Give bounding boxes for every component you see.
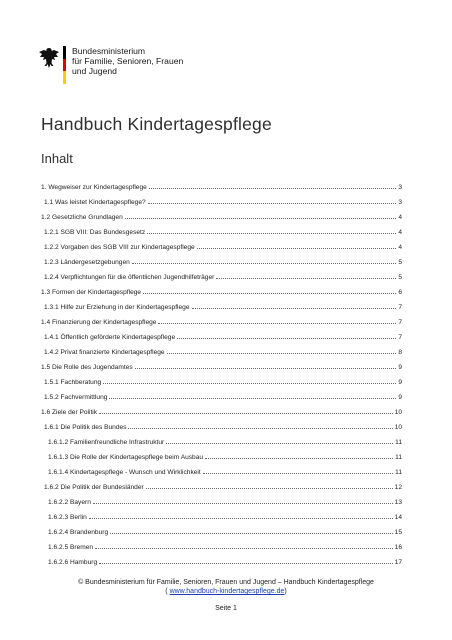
- ministry-line: für Familie, Senioren, Frauen: [72, 56, 184, 66]
- toc-entry-label: 1.6 Ziele der Politik: [41, 409, 98, 416]
- toc-entry-label: 1.2.1 SGB VIII: Das Bundesgesetz: [44, 229, 146, 236]
- toc-entry-page: 11: [395, 439, 402, 446]
- toc-entry-page: 11: [395, 454, 402, 461]
- toc-entry-page: 7: [398, 319, 402, 326]
- toc-dot-leader: [166, 443, 393, 444]
- toc-entry[interactable]: [44, 391, 402, 401]
- toc-entry[interactable]: [41, 406, 402, 416]
- toc-entry[interactable]: [48, 556, 402, 566]
- toc-dot-leader: [158, 323, 396, 324]
- toc-entry[interactable]: [44, 481, 402, 491]
- toc-dot-leader: [197, 248, 397, 249]
- toc-dot-leader: [147, 233, 396, 234]
- toc-entry[interactable]: [41, 361, 402, 371]
- toc-entry-label: 1.4.2 Privat finanzierte Kindertagespflege: [44, 349, 165, 356]
- page-number: Seite 1: [215, 605, 237, 612]
- toc-entry[interactable]: [41, 286, 402, 296]
- toc-entry-label: 1.6.2.2 Bayern: [48, 499, 91, 506]
- toc-entry[interactable]: [41, 181, 402, 191]
- toc-dot-leader: [110, 533, 393, 534]
- toc-dot-leader: [99, 563, 393, 564]
- toc-dot-leader: [95, 548, 393, 549]
- toc-entry-label: 1. Wegweiser zur Kindertagespflege: [41, 184, 147, 191]
- toc-entry-label: 1.2 Gesetzliche Grundlagen: [41, 214, 123, 221]
- toc-entry-page: 4: [398, 214, 402, 221]
- ministry-line: Bundesministerium: [72, 46, 146, 56]
- toc-dot-leader: [203, 473, 393, 474]
- toc-entry-page: 9: [398, 364, 402, 371]
- toc-entry-label: 1.4.1 Öffentlich geförderte Kindertagespflege: [44, 334, 176, 341]
- toc-entry[interactable]: [44, 256, 402, 266]
- toc-entry-page: 9: [398, 394, 402, 401]
- toc-entry-label: 1.2.4 Verpflichtungen für die öffentlichen Jugendhilfeträger: [44, 274, 215, 281]
- toc-entry[interactable]: [48, 466, 402, 476]
- toc-entry-label: 1.3.1 Hilfe zur Erziehung in der Kindertagespflege: [44, 304, 190, 311]
- footer-link-line: [0, 588, 452, 595]
- toc-entry-page: 3: [398, 184, 402, 191]
- toc-dot-leader: [128, 428, 392, 429]
- ministry-line: und Jugend: [72, 66, 117, 76]
- toc-dot-leader: [149, 188, 397, 189]
- toc-entry[interactable]: [44, 301, 402, 311]
- toc-entry[interactable]: [48, 451, 402, 461]
- toc-dot-leader: [135, 368, 397, 369]
- toc-entry[interactable]: [44, 196, 402, 206]
- toc-entry-label: 1.6.2.6 Hamburg: [48, 559, 98, 566]
- toc-dot-leader: [99, 413, 393, 414]
- toc-entry[interactable]: [41, 316, 402, 326]
- toc-entry-page: 5: [398, 274, 402, 281]
- toc-entry-page: 15: [394, 529, 402, 536]
- toc-entry[interactable]: [48, 436, 402, 446]
- toc-entry-page: 13: [394, 499, 402, 506]
- toc-entry-label: 1.6.1.4 Kindertagespflege - Wunsch und Wirklichkeit: [48, 469, 201, 476]
- toc-dot-leader: [143, 293, 396, 294]
- toc-entry-label: 1.4 Finanzierung der Kindertagespflege: [41, 319, 157, 326]
- toc-entry-label: 1.3 Formen der Kindertagespflege: [41, 289, 142, 296]
- toc-entry-page: 7: [398, 304, 402, 311]
- toc-dot-leader: [192, 308, 397, 309]
- toc-entry-page: 10: [394, 409, 402, 416]
- toc-entry[interactable]: [44, 376, 402, 386]
- toc-entry[interactable]: [48, 526, 402, 536]
- footer-copyright: © Bundesministerium für Familie, Senioren, Frauen und Jugend – Handbuch Kindertagespflege: [78, 579, 374, 586]
- toc-dot-leader: [89, 518, 393, 519]
- toc-entry-label: 1.1 Was leistet Kindertagespflege?: [44, 199, 146, 206]
- toc-dot-leader: [167, 353, 397, 354]
- document-title: Handbuch Kindertagespflege: [41, 114, 272, 134]
- toc-dot-leader: [103, 383, 396, 384]
- toc-entry-label: 1.5.2 Fachvermittlung: [44, 394, 108, 401]
- toc-entry-page: 16: [394, 544, 402, 551]
- toc-entry-label: 1.6.2 Die Politik der Bundesländer: [44, 484, 144, 491]
- toc-entry[interactable]: [41, 211, 402, 221]
- footer-paren-close: ): [284, 588, 287, 595]
- toc-entry-page: 6: [398, 289, 402, 296]
- toc-entry-label: 1.6.2.5 Bremen: [48, 544, 94, 551]
- toc-entry-page: 4: [398, 244, 402, 251]
- toc-entry[interactable]: [44, 346, 402, 356]
- contents-heading: Inhalt: [41, 151, 73, 166]
- footer-paren-open: (: [165, 588, 170, 595]
- toc-entry-page: 11: [395, 469, 402, 476]
- toc-entry-label: 1.5 Die Rolle des Jugendamtes: [41, 364, 133, 371]
- toc-entry-page: 8: [398, 349, 402, 356]
- toc-entry[interactable]: [44, 421, 402, 431]
- toc-dot-leader: [216, 278, 396, 279]
- toc-entry[interactable]: [44, 241, 402, 251]
- toc-entry-page: 14: [394, 514, 402, 521]
- toc-entry[interactable]: [44, 226, 402, 236]
- toc-dot-leader: [132, 263, 397, 264]
- website-link[interactable]: www.handbuch-kindertagespflege.de: [169, 588, 285, 595]
- toc-entry-page: 4: [398, 229, 402, 236]
- toc-entry-page: 5: [398, 259, 402, 266]
- toc-entry-label: 1.5.1 Fachberatung: [44, 379, 102, 386]
- toc-entry-page: 9: [398, 379, 402, 386]
- toc-dot-leader: [125, 218, 397, 219]
- toc-entry-label: 1.6.1 Die Politik des Bundes: [44, 424, 127, 431]
- toc-entry-label: 1.2.2 Vorgaben des SGB VIII zur Kindertagespflege: [44, 244, 195, 251]
- toc-entry-page: 17: [394, 559, 402, 566]
- toc-entry-label: 1.6.1.3 Die Rolle der Kindertagespflege beim Ausbau: [48, 454, 204, 461]
- toc-entry-label: 1.6.2.4 Brandenburg: [48, 529, 109, 536]
- toc-entry[interactable]: [48, 511, 402, 521]
- toc-entry[interactable]: [44, 331, 402, 341]
- toc-entry[interactable]: [48, 541, 402, 551]
- toc-entry[interactable]: [44, 271, 402, 281]
- toc-dot-leader: [205, 458, 393, 459]
- toc-entry-label: 1.6.2.3 Berlin: [48, 514, 87, 521]
- toc-dot-leader: [146, 488, 393, 489]
- toc-entry-page: 7: [398, 334, 402, 341]
- toc-entry-page: 10: [394, 424, 402, 431]
- toc-entry-label: 1.6.1.2 Familienfreundliche Infrastruktur: [48, 439, 165, 446]
- toc-entry-label: 1.2.3 Ländergesetzgebungen: [44, 259, 130, 266]
- toc-dot-leader: [148, 203, 397, 204]
- toc-entry-page: 12: [394, 484, 402, 491]
- toc-entry[interactable]: [48, 496, 402, 506]
- toc-dot-leader: [177, 338, 396, 339]
- toc-entry-page: 3: [398, 199, 402, 206]
- toc-dot-leader: [109, 398, 396, 399]
- toc-dot-leader: [93, 503, 393, 504]
